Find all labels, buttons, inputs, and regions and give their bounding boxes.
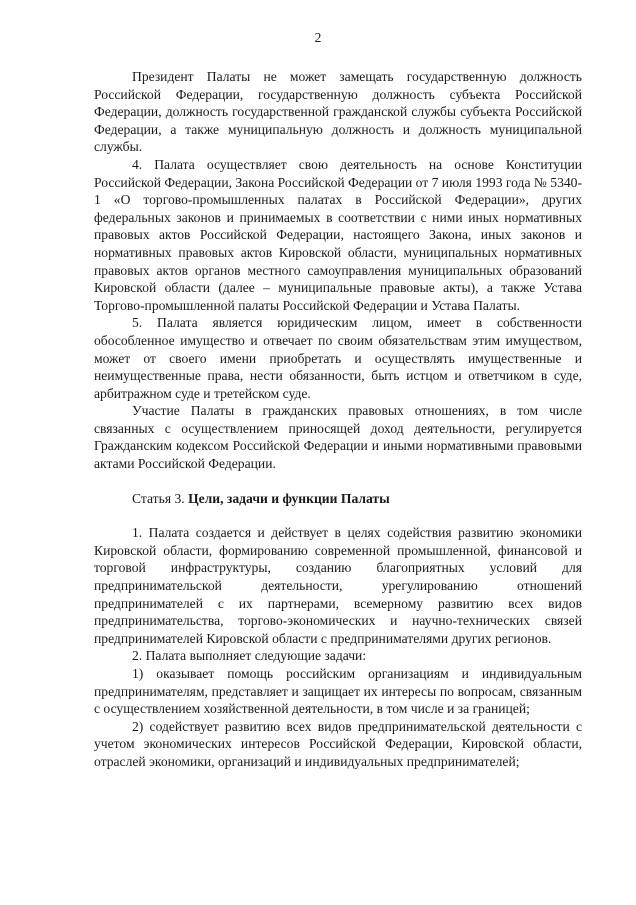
article-prefix: Статья 3. <box>132 490 189 506</box>
paragraph-subitem-1-assistance: 1) оказывает помощь российским организациям и индивидуальным предпринимателям, представляет и защищает их интересы по вопросам, связанным с осуществлением хозяйственной деятельности, в том числе и за границей; <box>94 666 582 717</box>
paragraph-civil-relations: Участие Палаты в гражданских правовых отношениях, в том числе связанных с осуществлением приносящей доход деятельности, регулируется Гражданским кодексом Российской Федерации и иными нормативными правовыми актами Российской Федерации. <box>94 403 582 472</box>
article-title: Цели, задачи и функции Палаты <box>188 490 390 506</box>
paragraph-item-4-legal-basis: 4. Палата осуществляет свою деятельность на основе Конституции Российской Федерации, Закона Российской Федерации от 7 июля 1993 года № 5340-1 «О торгово-промышленных палатах в Российской Федерации», других федеральных законов и принимаемых в соответствии с ними иных нормативных правовых актов Российской Федерации, настоящего Закона, иных законов и нормативных правовых актов Кировской области, муниципальных нормативных правовых актов органов местного самоуправления муниципальных образований Кировской области (далее – муниципальные правовые акты), а также Устава Торгово-промышленной палаты Российской Федерации и Устава Палаты. <box>94 156 582 313</box>
paragraph-item-2-tasks: 2. Палата выполняет следующие задачи: <box>132 648 367 664</box>
article-heading <box>94 490 582 508</box>
paragraph-item-1-goals: 1. Палата создается и действует в целях содействия развитию экономики Кировской области, формированию современной промышленной, финансовой и торговой инфраструктуры, созданию благоприятных условий для предпринимательской деятельности, урегулированию отношений предпринимателей с их партнерами, всемерному развитию всех видов предпринимательства, торгово-экономических и научно-технических связей предпринимателей Кировской области с предпринимателями других регионов. <box>94 525 582 646</box>
document-body <box>94 68 582 771</box>
paragraph-subitem-2-promotion: 2) содействует развитию всех видов предпринимательской деятельности с учетом экономических интересов Российской Федерации, Кировской области, отраслей экономики, организаций и индивидуальных предпринимателей; <box>94 718 582 769</box>
page-number: 2 <box>314 30 322 45</box>
paragraph-item-5-legal-entity: 5. Палата является юридическим лицом, имеет в собственности обособленное имущество и отвечает по своим обязательствам этим имуществом, может от своего имени приобретать и осуществлять имущественные и неимущественные права, нести обязанности, быть истцом и ответчиком в суде, арбитражном суде и третейском суде. <box>94 315 582 401</box>
paragraph-president-restrictions: Президент Палаты не может замещать государственную должность Российской Федерации, государственную должность субъекта Российской Федерации, должность государственной гражданской службы субъекта Российской Федерации, а также муниципальную должность и должность муниципальной службы. <box>94 69 582 155</box>
